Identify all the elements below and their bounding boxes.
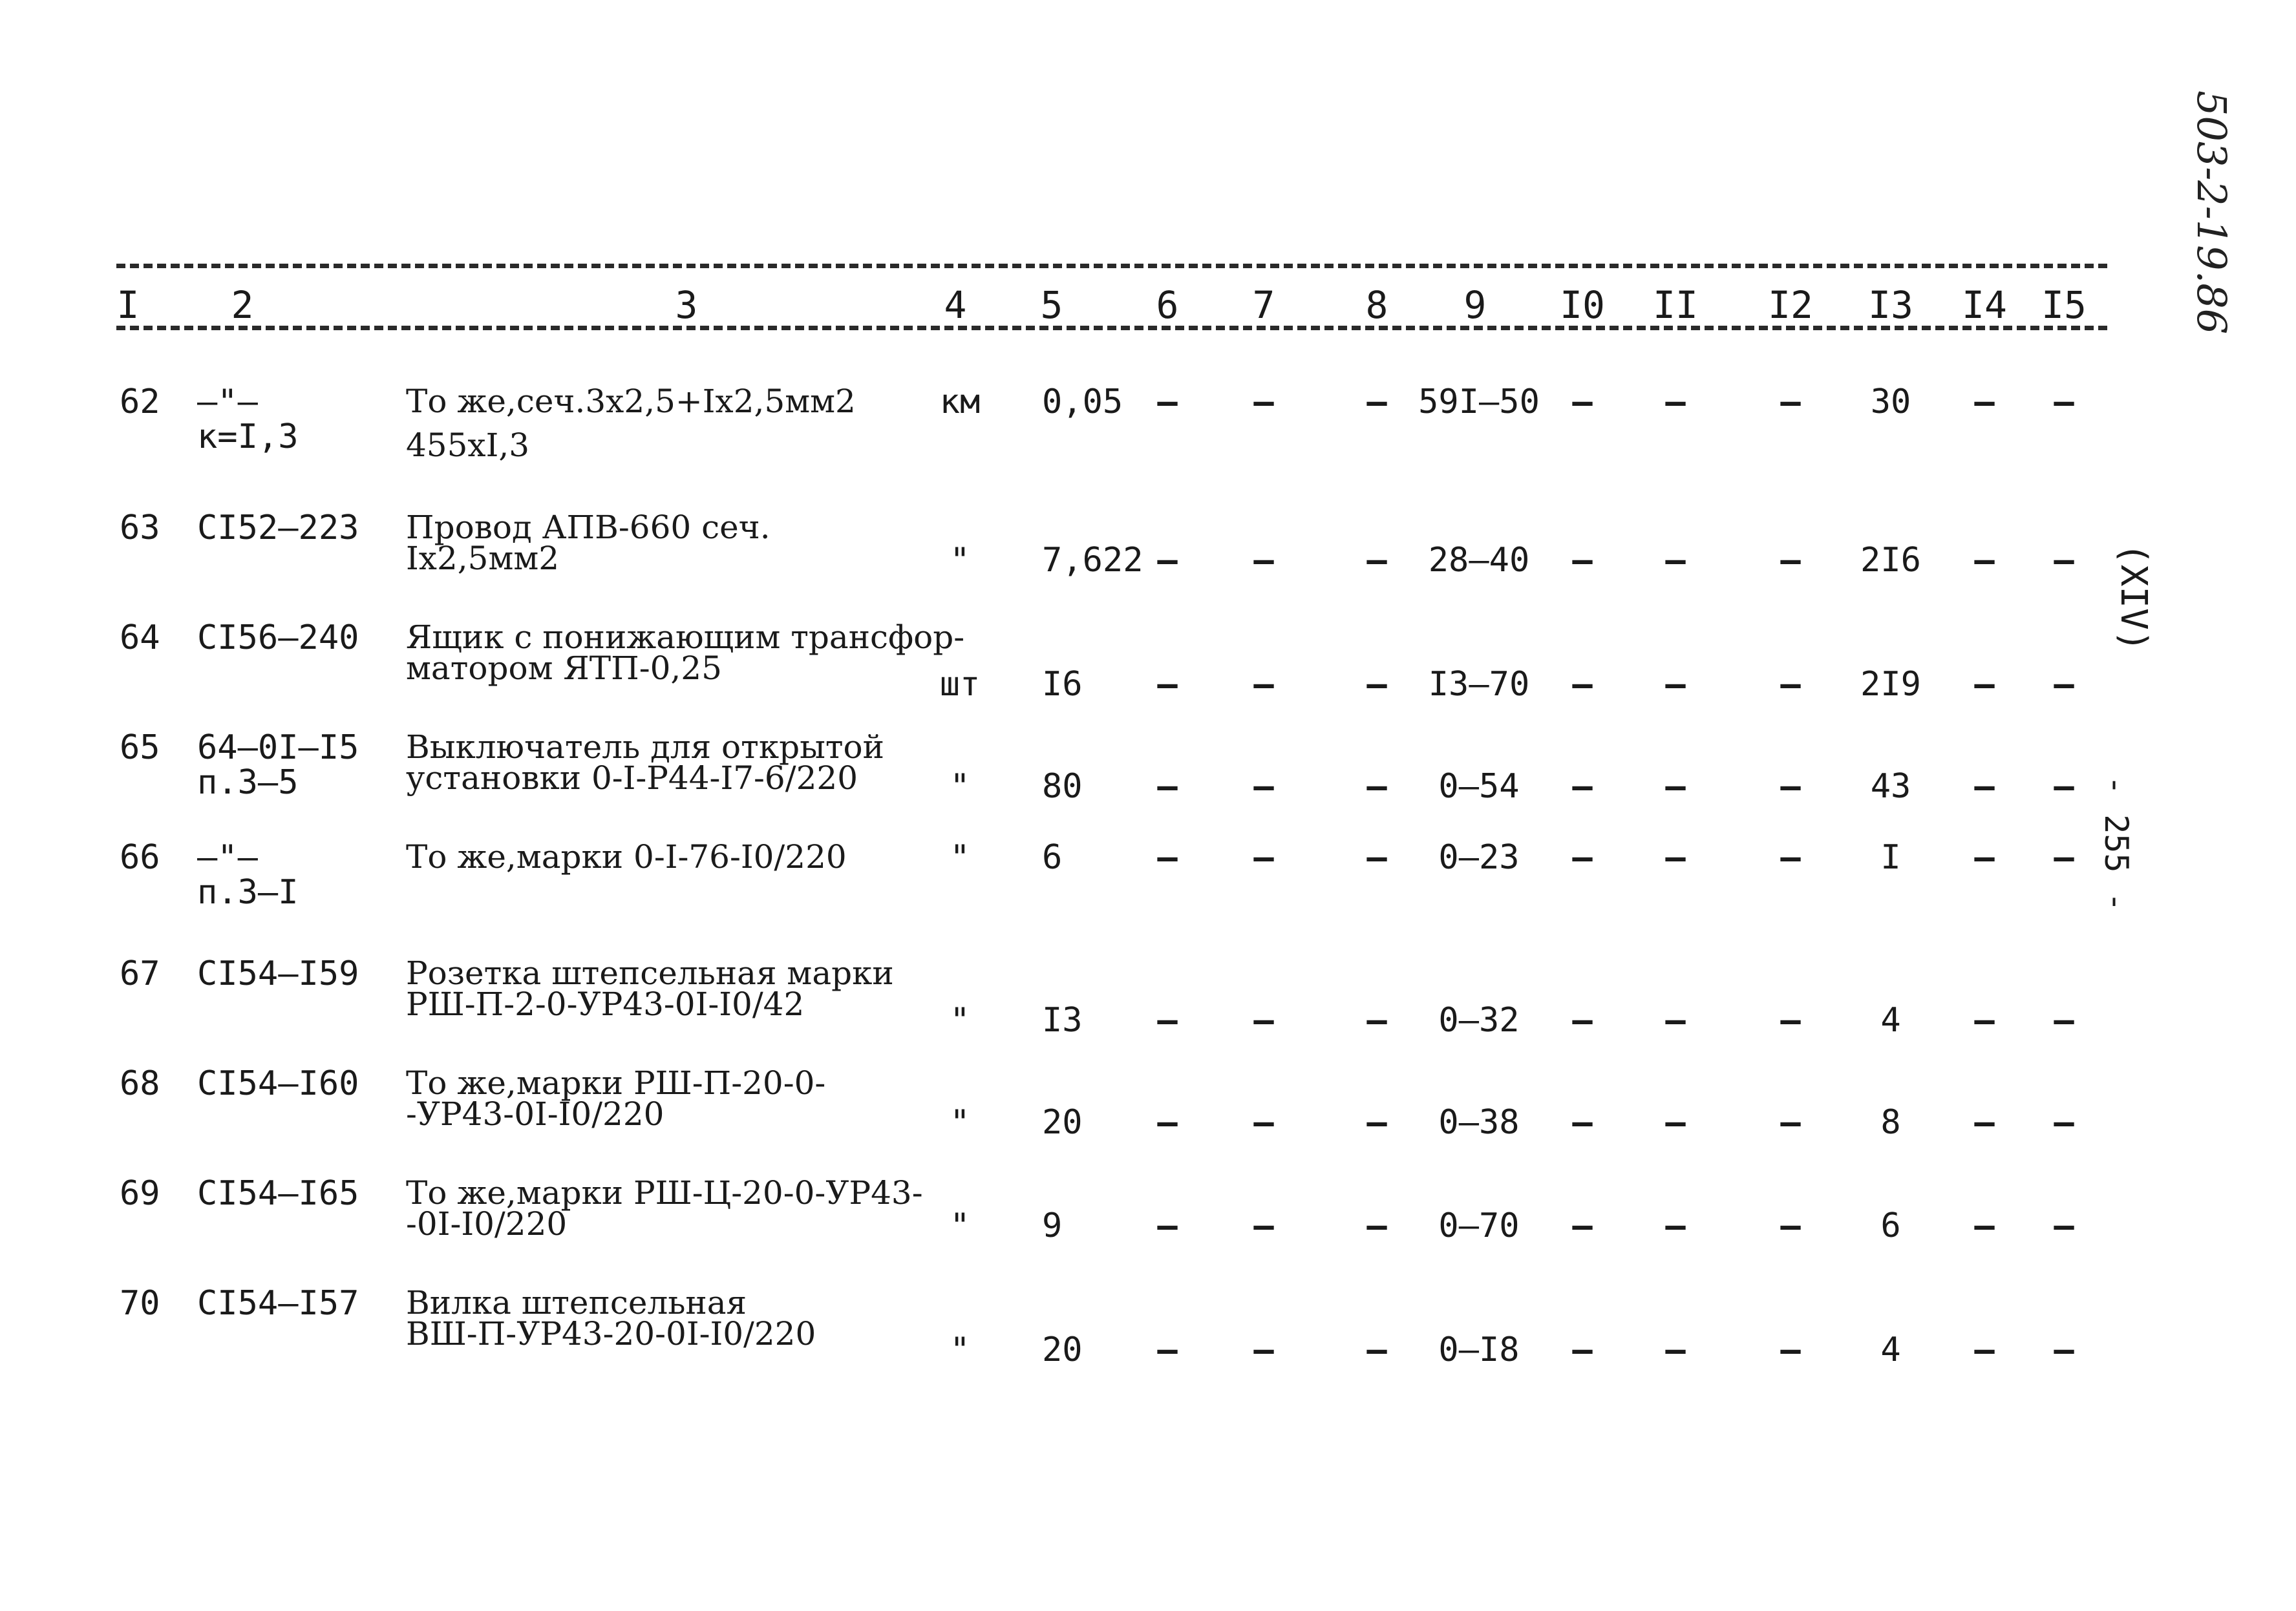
row-dash-c10: – xyxy=(1572,1331,1593,1369)
row-description: -УР43-0I-I0/220 xyxy=(406,1095,664,1133)
row-description: 455хI,3 xyxy=(406,426,530,464)
row-dash-c6: – xyxy=(1157,383,1178,421)
row-dash-c12: – xyxy=(1780,838,1801,877)
row-unit: " xyxy=(950,1206,970,1245)
row-dash-c6: – xyxy=(1157,1001,1178,1040)
document-code: 503-2-19.86 xyxy=(2188,90,2235,335)
row-unit: км xyxy=(939,383,981,421)
row-col13-value: 2I9 xyxy=(1860,665,1921,704)
row-dash-c7: – xyxy=(1253,1331,1274,1369)
row-code: CI54–I60 xyxy=(197,1064,359,1103)
row-unit: " xyxy=(950,541,970,580)
column-header: I xyxy=(116,283,140,327)
row-dash-c14: – xyxy=(1974,1331,1995,1369)
column-header: I3 xyxy=(1868,283,1913,327)
row-dash-c12: – xyxy=(1780,1001,1801,1040)
row-dash-c14: – xyxy=(1974,838,1995,877)
row-description: То же,марки РШ-Ц-20-0-УР43- xyxy=(406,1174,923,1212)
row-quantity: 20 xyxy=(1042,1331,1083,1369)
row-code: –"– xyxy=(197,383,258,421)
row-dash-c15: – xyxy=(2054,838,2074,877)
row-price: 0–23 xyxy=(1438,838,1520,877)
row-col13-value: 8 xyxy=(1880,1103,1901,1142)
row-description: Ящик с понижающим трансфор- xyxy=(406,618,965,656)
row-dash-c12: – xyxy=(1780,767,1801,806)
row-dash-c7: – xyxy=(1253,541,1274,580)
row-quantity: 9 xyxy=(1042,1206,1063,1245)
row-dash-c12: – xyxy=(1780,665,1801,704)
row-description: матором ЯТП-0,25 xyxy=(406,649,722,687)
row-price: 0–54 xyxy=(1438,767,1520,806)
row-col13-value: 30 xyxy=(1870,383,1911,421)
row-description: РШ-П-2-0-УР43-0I-I0/42 xyxy=(406,985,805,1023)
row-price: 0–I8 xyxy=(1438,1331,1520,1369)
row-description: То же,марки РШ-П-20-0- xyxy=(406,1064,826,1102)
row-dash-c10: – xyxy=(1572,767,1593,806)
column-header: 7 xyxy=(1252,283,1275,327)
row-price: 0–32 xyxy=(1438,1001,1520,1040)
row-dash-c8: – xyxy=(1366,541,1387,580)
row-dash-c11: – xyxy=(1665,1206,1686,1245)
row-dash-c8: – xyxy=(1366,383,1387,421)
row-dash-c8: – xyxy=(1366,1001,1387,1040)
row-description: Провод АПВ-660 сеч. xyxy=(406,509,771,546)
row-dash-c12: – xyxy=(1780,1206,1801,1245)
row-unit: " xyxy=(950,1331,970,1369)
row-dash-c15: – xyxy=(2054,1331,2074,1369)
row-dash-c8: – xyxy=(1366,665,1387,704)
row-dash-c11: – xyxy=(1665,1001,1686,1040)
section-label: (XIV) xyxy=(2112,543,2154,652)
row-code: CI54–I65 xyxy=(197,1174,359,1213)
row-number: 67 xyxy=(120,954,160,993)
row-number: 65 xyxy=(120,728,160,767)
row-dash-c7: – xyxy=(1253,383,1274,421)
row-dash-c15: – xyxy=(2054,665,2074,704)
row-dash-c6: – xyxy=(1157,767,1178,806)
row-dash-c15: – xyxy=(2054,1001,2074,1040)
row-quantity: I3 xyxy=(1042,1001,1083,1040)
row-dash-c12: – xyxy=(1780,1331,1801,1369)
row-dash-c7: – xyxy=(1253,838,1274,877)
row-number: 69 xyxy=(120,1174,160,1213)
row-price: 0–38 xyxy=(1438,1103,1520,1142)
column-header: 6 xyxy=(1156,283,1179,327)
row-number: 70 xyxy=(120,1284,160,1323)
row-dash-c12: – xyxy=(1780,383,1801,421)
row-col13-value: 43 xyxy=(1870,767,1911,806)
row-dash-c12: – xyxy=(1780,1103,1801,1142)
row-dash-c6: – xyxy=(1157,838,1178,877)
row-dash-c8: – xyxy=(1366,1206,1387,1245)
row-price: 28–40 xyxy=(1428,541,1530,580)
row-unit: шт xyxy=(939,665,981,704)
row-quantity: 20 xyxy=(1042,1103,1083,1142)
row-dash-c11: – xyxy=(1665,541,1686,580)
column-header: 9 xyxy=(1463,283,1487,327)
row-dash-c10: – xyxy=(1572,1103,1593,1142)
row-dash-c10: – xyxy=(1572,1206,1593,1245)
row-dash-c14: – xyxy=(1974,383,1995,421)
row-quantity: 0,05 xyxy=(1042,383,1123,421)
row-description: -0I-I0/220 xyxy=(406,1205,568,1243)
row-price: I3–70 xyxy=(1428,665,1530,704)
column-header: I2 xyxy=(1768,283,1813,327)
row-dash-c7: – xyxy=(1253,1206,1274,1245)
row-description: Iх2,5мм2 xyxy=(406,540,560,577)
column-header: 2 xyxy=(231,283,254,327)
row-quantity: 7,622 xyxy=(1042,541,1143,580)
row-price: 0–70 xyxy=(1438,1206,1520,1245)
row-code: п.3–5 xyxy=(197,763,299,802)
row-dash-c14: – xyxy=(1974,541,1995,580)
row-dash-c15: – xyxy=(2054,1103,2074,1142)
row-dash-c11: – xyxy=(1665,383,1686,421)
column-header: 4 xyxy=(944,283,967,327)
row-dash-c10: – xyxy=(1572,541,1593,580)
column-header: 3 xyxy=(675,283,698,327)
row-number: 68 xyxy=(120,1064,160,1103)
row-dash-c14: – xyxy=(1974,1206,1995,1245)
row-number: 63 xyxy=(120,509,160,547)
row-col13-value: I xyxy=(1880,838,1901,877)
row-price: 59I–50 xyxy=(1418,383,1540,421)
row-col13-value: 4 xyxy=(1880,1001,1901,1040)
row-dash-c7: – xyxy=(1253,665,1274,704)
row-dash-c8: – xyxy=(1366,1331,1387,1369)
row-description: Выключатель для открытой xyxy=(406,728,884,766)
row-dash-c8: – xyxy=(1366,838,1387,877)
row-description: Розетка штепсельная марки xyxy=(406,954,894,992)
row-col13-value: 4 xyxy=(1880,1331,1901,1369)
row-code: CI54–I57 xyxy=(197,1284,359,1323)
column-header: 8 xyxy=(1365,283,1388,327)
row-description: ВШ-П-УР43-20-0I-I0/220 xyxy=(406,1315,816,1353)
row-dash-c7: – xyxy=(1253,1001,1274,1040)
column-header: 5 xyxy=(1040,283,1063,327)
row-dash-c10: – xyxy=(1572,1001,1593,1040)
row-dash-c15: – xyxy=(2054,767,2074,806)
row-dash-c8: – xyxy=(1366,1103,1387,1142)
row-quantity: 80 xyxy=(1042,767,1083,806)
row-dash-c11: – xyxy=(1665,1331,1686,1369)
row-dash-c7: – xyxy=(1253,767,1274,806)
row-unit: " xyxy=(950,767,970,806)
row-dash-c6: – xyxy=(1157,1331,1178,1369)
row-dash-c11: – xyxy=(1665,767,1686,806)
row-code: CI52–223 xyxy=(197,509,359,547)
row-dash-c12: – xyxy=(1780,541,1801,580)
row-dash-c6: – xyxy=(1157,665,1178,704)
row-dash-c6: – xyxy=(1157,1206,1178,1245)
row-dash-c15: – xyxy=(2054,541,2074,580)
row-description: То же,сеч.3х2,5+Iх2,5мм2 xyxy=(406,383,856,420)
column-header: I4 xyxy=(1962,283,2007,327)
row-dash-c10: – xyxy=(1572,665,1593,704)
row-number: 62 xyxy=(120,383,160,421)
row-description: То же,марки 0-I-76-I0/220 xyxy=(406,838,847,876)
row-quantity: 6 xyxy=(1042,838,1063,877)
row-code: к=I,3 xyxy=(197,417,299,456)
row-description: установки 0-I-Р44-I7-6/220 xyxy=(406,759,858,797)
row-code: CI54–I59 xyxy=(197,954,359,993)
row-dash-c11: – xyxy=(1665,665,1686,704)
row-code: CI56–240 xyxy=(197,618,359,657)
row-dash-c11: – xyxy=(1665,1103,1686,1142)
row-col13-value: 2I6 xyxy=(1860,541,1921,580)
row-dash-c10: – xyxy=(1572,838,1593,877)
row-dash-c7: – xyxy=(1253,1103,1274,1142)
row-number: 64 xyxy=(120,618,160,657)
header-top-rule xyxy=(116,264,2107,268)
row-unit: " xyxy=(950,1103,970,1142)
row-quantity: I6 xyxy=(1042,665,1083,704)
row-dash-c10: – xyxy=(1572,383,1593,421)
row-description: Вилка штепсельная xyxy=(406,1284,747,1321)
column-header: I0 xyxy=(1560,283,1605,327)
row-dash-c6: – xyxy=(1157,1103,1178,1142)
row-unit: " xyxy=(950,1001,970,1040)
row-dash-c14: – xyxy=(1974,1103,1995,1142)
row-code: п.3–I xyxy=(197,873,299,912)
row-dash-c14: – xyxy=(1974,665,1995,704)
column-header: II xyxy=(1653,283,1698,327)
row-number: 66 xyxy=(120,838,160,877)
row-dash-c15: – xyxy=(2054,1206,2074,1245)
row-code: 64–0I–I5 xyxy=(197,728,359,767)
row-unit: " xyxy=(950,838,970,877)
row-col13-value: 6 xyxy=(1880,1206,1901,1245)
row-dash-c6: – xyxy=(1157,541,1178,580)
row-dash-c14: – xyxy=(1974,767,1995,806)
row-code: –"– xyxy=(197,838,258,877)
column-header: I5 xyxy=(2041,283,2087,327)
row-dash-c8: – xyxy=(1366,767,1387,806)
row-dash-c14: – xyxy=(1974,1001,1995,1040)
row-dash-c11: – xyxy=(1665,838,1686,877)
row-dash-c15: – xyxy=(2054,383,2074,421)
page-number: - 255 - xyxy=(2098,775,2135,912)
